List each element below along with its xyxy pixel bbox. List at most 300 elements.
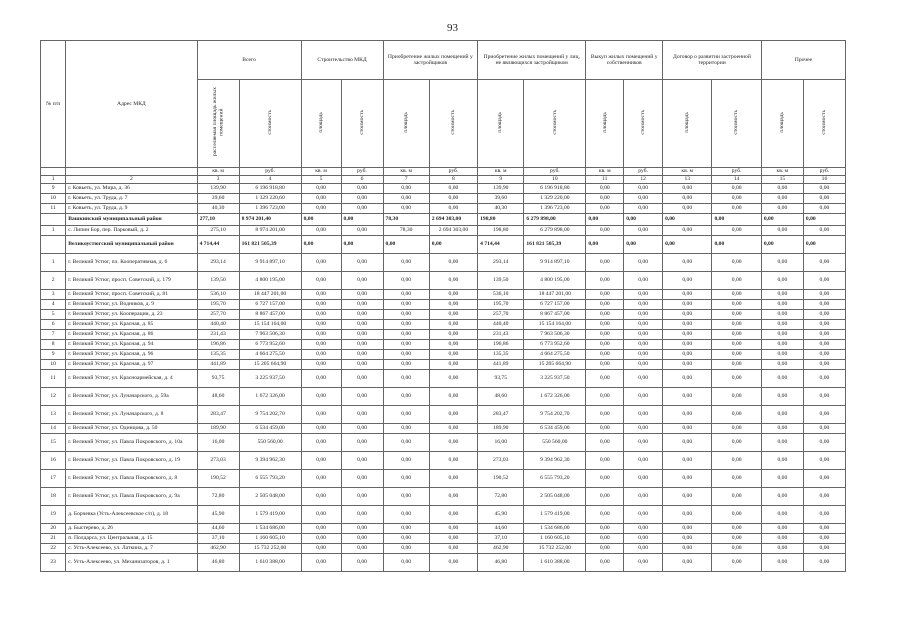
value-cell: 1 160 605,10 [239, 533, 301, 543]
value-cell: 0,00 [383, 451, 429, 469]
value-cell: 257,70 [478, 309, 524, 319]
value-cell: 0,00 [803, 349, 845, 359]
value-cell: 0,00 [663, 289, 712, 299]
value-cell: 536,10 [197, 289, 239, 299]
value-cell: 0,00 [383, 469, 429, 487]
value-cell: 0,00 [341, 213, 383, 225]
value-cell: 8 867 457,00 [239, 309, 301, 319]
value-cell: 0,00 [803, 309, 845, 319]
value-cell: 0,00 [341, 289, 383, 299]
value-cell: 6 196 918,80 [239, 183, 301, 193]
unit-cell: руб. [712, 167, 761, 175]
value-cell: 0,00 [803, 203, 845, 213]
address-cell: г. Великий Устюг, просп. Советский, д. 81 [66, 289, 197, 299]
subheader-label: стоимость [450, 109, 457, 135]
unit-cell: кв. м [761, 167, 803, 175]
row-number-cell [41, 213, 66, 225]
value-cell: 0,00 [803, 369, 845, 387]
value-cell: 0,00 [624, 299, 663, 309]
unit-cell: кв. м [478, 167, 524, 175]
column-number: 8 [429, 175, 477, 183]
column-number: 9 [478, 175, 524, 183]
value-cell: 8 974 201,00 [239, 225, 301, 235]
value-cell: 0,00 [712, 203, 761, 213]
value-cell: 293,14 [478, 253, 524, 271]
row-number-cell: 23 [41, 553, 66, 571]
value-cell: 2 694 303,00 [429, 213, 477, 225]
value-cell: 0,00 [383, 387, 429, 405]
value-cell: 0,00 [803, 225, 845, 235]
value-cell: 0,00 [624, 433, 663, 451]
value-cell: 48,60 [197, 387, 239, 405]
value-cell: 6 555 793,20 [239, 469, 301, 487]
value-cell: 0,00 [341, 523, 383, 533]
value-cell: 0,00 [663, 553, 712, 571]
value-cell: 0,00 [712, 349, 761, 359]
value-cell: 2 694 303,00 [429, 225, 477, 235]
subheader-cell [429, 80, 477, 168]
value-cell: 0,00 [341, 299, 383, 309]
value-cell: 462,90 [478, 543, 524, 553]
value-cell: 189,90 [478, 423, 524, 433]
row-number-cell: 11 [41, 203, 66, 213]
value-cell: 0,00 [624, 451, 663, 469]
value-cell: 0,00 [586, 235, 624, 253]
value-cell: 0,00 [803, 543, 845, 553]
value-cell: 0,00 [586, 523, 624, 533]
value-cell: 0,00 [803, 289, 845, 299]
value-cell: 0,00 [586, 309, 624, 319]
value-cell: 0,00 [712, 469, 761, 487]
value-cell: 0,00 [586, 505, 624, 523]
column-number: 7 [383, 175, 429, 183]
address-cell: г. Великий Устюг, ул. Луначарского, д. 8 [66, 405, 197, 423]
address-cell: п. Полдарса, ул. Центральная, д. 15 [66, 533, 197, 543]
value-cell: 0,00 [663, 523, 712, 533]
value-cell: 441,89 [478, 359, 524, 369]
value-cell: 0,00 [301, 359, 341, 369]
value-cell: 2 505 048,00 [524, 487, 586, 505]
value-cell: 0,00 [586, 433, 624, 451]
value-cell: 48,60 [478, 387, 524, 405]
value-cell: 139,90 [197, 183, 239, 193]
unit-cell: руб. [524, 167, 586, 175]
value-cell: 0,00 [761, 309, 803, 319]
value-cell: 40,30 [197, 203, 239, 213]
value-cell: 0,00 [712, 533, 761, 543]
value-cell: 1 579 419,00 [239, 505, 301, 523]
value-cell: 6 727 157,00 [239, 299, 301, 309]
value-cell: 0,00 [761, 533, 803, 543]
address-cell: с. Липин Бор, пер. Парковый, д. 2 [66, 225, 197, 235]
header-num: № п/п [41, 41, 66, 168]
table-row [41, 271, 846, 289]
value-cell: 0,00 [341, 487, 383, 505]
value-cell: 0,00 [383, 339, 429, 349]
value-cell: 0,00 [803, 299, 845, 309]
value-cell: 283,47 [478, 405, 524, 423]
value-cell: 0,00 [624, 203, 663, 213]
value-cell: 0,00 [624, 309, 663, 319]
value-cell: 0,00 [301, 553, 341, 571]
subheader-label: расселяемая площадь жилых помещений [211, 87, 225, 157]
column-number: 14 [712, 175, 761, 183]
value-cell: 0,00 [624, 289, 663, 299]
table-row [41, 469, 846, 487]
value-cell: 0,00 [803, 183, 845, 193]
value-cell: 0,00 [624, 505, 663, 523]
value-cell: 0,00 [429, 299, 477, 309]
value-cell: 0,00 [301, 213, 341, 225]
value-cell: 0,00 [301, 451, 341, 469]
row-number-cell: 2 [41, 271, 66, 289]
value-cell: 9 394 962,30 [239, 451, 301, 469]
value-cell: 190,52 [197, 469, 239, 487]
address-cell: д. Быстерево, д. 26 [66, 523, 197, 533]
value-cell: 0,00 [383, 359, 429, 369]
table-row [41, 299, 846, 309]
value-cell: 135,35 [478, 349, 524, 359]
value-cell: 0,00 [803, 271, 845, 289]
table-row [41, 543, 846, 553]
row-number-cell: 19 [41, 505, 66, 523]
value-cell: 0,00 [712, 505, 761, 523]
address-cell: г. Ковьеть, ул. Мира, д. 36 [66, 183, 197, 193]
value-cell: 46,80 [478, 553, 524, 571]
value-cell: 0,00 [383, 253, 429, 271]
address-cell: г. Великий Устюг, ул. Павла Покровского, д. 19 [66, 451, 197, 469]
value-cell: 16,00 [197, 433, 239, 451]
value-cell: 78,30 [383, 213, 429, 225]
value-cell: 0,00 [586, 487, 624, 505]
value-cell: 0,00 [712, 319, 761, 329]
value-cell: 0,00 [383, 523, 429, 533]
value-cell: 0,00 [341, 271, 383, 289]
subheader-label: стоимость [551, 109, 558, 135]
value-cell: 0,00 [761, 405, 803, 423]
value-cell: 0,00 [803, 213, 845, 225]
value-cell: 0,00 [712, 253, 761, 271]
value-cell: 0,00 [663, 203, 712, 213]
value-cell: 0,00 [803, 359, 845, 369]
value-cell: 1 534 686,00 [239, 523, 301, 533]
value-cell: 0,00 [429, 523, 477, 533]
value-cell: 441,89 [197, 359, 239, 369]
group-header: Приобретение жилых помещений у застройщиков [383, 41, 478, 80]
value-cell: 0,00 [663, 423, 712, 433]
value-cell: 0,00 [761, 329, 803, 339]
value-cell: 0,00 [624, 235, 663, 253]
row-number-cell: 13 [41, 405, 66, 423]
value-cell: 0,00 [712, 523, 761, 533]
value-cell: 0,00 [586, 369, 624, 387]
value-cell: 8 974 201,40 [239, 213, 301, 225]
column-number: 10 [524, 175, 586, 183]
value-cell: 0,00 [429, 309, 477, 319]
value-cell: 231,43 [478, 329, 524, 339]
value-cell: 0,00 [586, 203, 624, 213]
value-cell: 231,43 [197, 329, 239, 339]
value-cell: 0,00 [761, 369, 803, 387]
value-cell: 198,80 [478, 225, 524, 235]
column-number: 16 [803, 175, 845, 183]
column-number: 2 [66, 175, 197, 183]
value-cell: 0,00 [429, 533, 477, 543]
table-row [41, 309, 846, 319]
value-cell: 0,00 [761, 253, 803, 271]
unit-cell: руб. [803, 167, 845, 175]
group-header: Выкуп жилых помещений у собственников [586, 41, 663, 80]
value-cell: 0,00 [624, 369, 663, 387]
subheader-label: стоимость [358, 109, 365, 135]
address-cell: г. Великий Устюг, ул. Луначарского, д. 59а [66, 387, 197, 405]
row-number-cell: 3 [41, 289, 66, 299]
address-cell: г. Ковьеть, ул. Труда, д. 9 [66, 203, 197, 213]
value-cell: 198,80 [478, 213, 524, 225]
subheader-cell [712, 80, 761, 168]
value-cell: 0,00 [383, 405, 429, 423]
value-cell: 0,00 [761, 433, 803, 451]
value-cell: 0,00 [803, 235, 845, 253]
value-cell: 0,00 [761, 487, 803, 505]
value-cell: 0,00 [624, 553, 663, 571]
value-cell: 0,00 [586, 359, 624, 369]
table-row [41, 487, 846, 505]
value-cell: 161 821 505,39 [239, 235, 301, 253]
value-cell: 4 800 195,00 [239, 271, 301, 289]
value-cell: 18 447 201,00 [239, 289, 301, 299]
table-row [41, 339, 846, 349]
value-cell: 0,00 [624, 349, 663, 359]
table-row [41, 387, 846, 405]
table-row [41, 349, 846, 359]
value-cell: 0,00 [761, 423, 803, 433]
value-cell: 1 396 723,00 [524, 203, 586, 213]
subheader-cell [761, 80, 803, 168]
subheader-cell [478, 80, 524, 168]
row-number-cell: 9 [41, 349, 66, 359]
value-cell: 1 329 220,00 [524, 193, 586, 203]
value-cell: 275,10 [197, 225, 239, 235]
value-cell: 6 196 918,80 [524, 183, 586, 193]
value-cell: 0,00 [712, 225, 761, 235]
value-cell: 6 773 952,60 [239, 339, 301, 349]
value-cell: 0,00 [301, 339, 341, 349]
value-cell: 0,00 [383, 193, 429, 203]
value-cell: 0,00 [712, 329, 761, 339]
value-cell: 257,70 [197, 309, 239, 319]
value-cell: 0,00 [712, 553, 761, 571]
value-cell: 0,00 [341, 339, 383, 349]
value-cell: 0,00 [712, 487, 761, 505]
value-cell: 0,00 [429, 271, 477, 289]
value-cell: 0,00 [341, 469, 383, 487]
value-cell: 0,00 [712, 433, 761, 451]
column-number: 6 [341, 175, 383, 183]
row-number-cell: 5 [41, 309, 66, 319]
value-cell: 0,00 [429, 235, 477, 253]
value-cell: 6 534 459,00 [239, 423, 301, 433]
value-cell: 277,10 [197, 213, 239, 225]
subheader-label: стоимость [266, 109, 273, 135]
unit-cell: кв. м [663, 167, 712, 175]
value-cell: 4 800 195,00 [524, 271, 586, 289]
value-cell: 6 279 898,00 [524, 225, 586, 235]
value-cell: 462,90 [197, 543, 239, 553]
value-cell: 0,00 [663, 253, 712, 271]
group-header: Прочее [761, 41, 845, 80]
value-cell: 0,00 [761, 299, 803, 309]
row-number-cell: 6 [41, 319, 66, 329]
value-cell: 0,00 [301, 349, 341, 359]
value-cell: 0,00 [761, 235, 803, 253]
value-cell: 0,00 [803, 451, 845, 469]
address-cell: с. Усть-Алексеево, ул. Механизаторов, д. 1 [66, 553, 197, 571]
value-cell: 0,00 [803, 405, 845, 423]
value-cell: 0,00 [761, 289, 803, 299]
subheader-cell [197, 80, 239, 168]
value-cell: 78,30 [383, 225, 429, 235]
value-cell: 0,00 [383, 505, 429, 523]
value-cell: 0,00 [301, 505, 341, 523]
value-cell: 0,00 [429, 543, 477, 553]
value-cell: 15 154 164,00 [524, 319, 586, 329]
subheader-cell [803, 80, 845, 168]
value-cell: 0,00 [383, 319, 429, 329]
row-number-cell: 15 [41, 433, 66, 451]
value-cell: 0,00 [301, 523, 341, 533]
value-cell: 293,14 [197, 253, 239, 271]
value-cell: 8 867 457,00 [524, 309, 586, 319]
value-cell: 0,00 [383, 271, 429, 289]
value-cell: 139,50 [197, 271, 239, 289]
value-cell: 0,00 [383, 553, 429, 571]
value-cell: 37,10 [478, 533, 524, 543]
value-cell: 46,80 [197, 553, 239, 571]
value-cell: 9 754 202,70 [524, 405, 586, 423]
unit-cell: кв. м [197, 167, 239, 175]
value-cell: 0,00 [301, 271, 341, 289]
value-cell: 0,00 [624, 253, 663, 271]
address-cell: г. Великий Устюг, ул. Красноармейская, д. 4 [66, 369, 197, 387]
value-cell: 0,00 [429, 193, 477, 203]
address-cell: г. Великий Устюг, ул. Одинцова, д. 50 [66, 423, 197, 433]
value-cell: 0,00 [383, 203, 429, 213]
value-cell: 536,10 [478, 289, 524, 299]
value-cell: 0,00 [341, 235, 383, 253]
address-cell: г. Ковьеть, ул. Труда, д. 7 [66, 193, 197, 203]
address-cell: г. Великий Устюг, ул. Павла Покровского, д. 10а [66, 433, 197, 451]
value-cell: 4 714,44 [478, 235, 524, 253]
page-number: 93 [447, 22, 458, 34]
value-cell: 0,00 [301, 433, 341, 451]
column-numbers-row [41, 175, 846, 183]
address-cell: г. Великий Устюг, ул. Павла Покровского, д. 9а [66, 487, 197, 505]
value-cell: 0,00 [803, 469, 845, 487]
table-row [41, 553, 846, 571]
value-cell: 0,00 [712, 299, 761, 309]
value-cell: 0,00 [712, 235, 761, 253]
row-number-cell: 10 [41, 359, 66, 369]
value-cell: 0,00 [383, 329, 429, 339]
value-cell: 0,00 [383, 533, 429, 543]
value-cell: 273,03 [478, 451, 524, 469]
value-cell: 0,00 [663, 451, 712, 469]
value-cell: 1 160 605,10 [524, 533, 586, 543]
value-cell: 0,00 [586, 271, 624, 289]
column-number: 4 [239, 175, 301, 183]
value-cell: 0,00 [341, 405, 383, 423]
value-cell: 6 279 898,00 [524, 213, 586, 225]
value-cell: 0,00 [761, 339, 803, 349]
value-cell: 0,00 [429, 505, 477, 523]
value-cell: 0,00 [429, 387, 477, 405]
value-cell: 0,00 [429, 203, 477, 213]
value-cell: 9 754 202,70 [239, 405, 301, 423]
value-cell: 440,40 [478, 319, 524, 329]
value-cell: 0,00 [301, 369, 341, 387]
value-cell: 0,00 [301, 225, 341, 235]
row-number-cell [41, 235, 66, 253]
address-cell: с. Усть-Алексеево, ул. Латкина, д. 7 [66, 543, 197, 553]
value-cell: 3 225 937,50 [524, 369, 586, 387]
value-cell: 0,00 [341, 359, 383, 369]
address-cell: г. Великий Устюг, ул. Красная, д. 97 [66, 359, 197, 369]
value-cell: 0,00 [712, 271, 761, 289]
value-cell: 0,00 [383, 487, 429, 505]
value-cell: 0,00 [663, 193, 712, 203]
value-cell: 0,00 [383, 183, 429, 193]
value-cell: 0,00 [429, 349, 477, 359]
value-cell: 0,00 [803, 487, 845, 505]
value-cell: 0,00 [803, 253, 845, 271]
value-cell: 0,00 [341, 369, 383, 387]
value-cell: 4 714,44 [197, 235, 239, 253]
value-cell: 0,00 [429, 289, 477, 299]
value-cell: 0,00 [803, 387, 845, 405]
value-cell: 0,00 [301, 329, 341, 339]
address-cell: Вашкинский муниципальный район [66, 213, 197, 225]
address-cell: г. Великий Устюг, ул. Кооперации, д. 23 [66, 309, 197, 319]
value-cell: 6 534 459,00 [524, 423, 586, 433]
value-cell: 161 821 505,39 [524, 235, 586, 253]
value-cell: 0,00 [663, 235, 712, 253]
subheader-label: площадь [402, 111, 409, 133]
value-cell: 0,00 [761, 193, 803, 203]
district-total-row [41, 235, 846, 253]
value-cell: 0,00 [586, 299, 624, 309]
value-cell: 1 534 686,00 [524, 523, 586, 533]
value-cell: 0,00 [341, 319, 383, 329]
value-cell: 15 205 664,90 [524, 359, 586, 369]
row-number-cell: 17 [41, 469, 66, 487]
value-cell: 0,00 [341, 505, 383, 523]
value-cell: 0,00 [712, 359, 761, 369]
subheader-cell [663, 80, 712, 168]
value-cell: 0,00 [663, 299, 712, 309]
unit-cell: кв. м [586, 167, 624, 175]
value-cell: 0,00 [624, 339, 663, 349]
value-cell: 0,00 [803, 319, 845, 329]
value-cell: 0,00 [712, 387, 761, 405]
value-cell: 1 396 723,00 [239, 203, 301, 213]
value-cell: 0,00 [624, 213, 663, 225]
value-cell: 0,00 [712, 369, 761, 387]
value-cell: 0,00 [803, 505, 845, 523]
subheader-cell [341, 80, 383, 168]
value-cell: 16,00 [478, 433, 524, 451]
subheader-cell [624, 80, 663, 168]
